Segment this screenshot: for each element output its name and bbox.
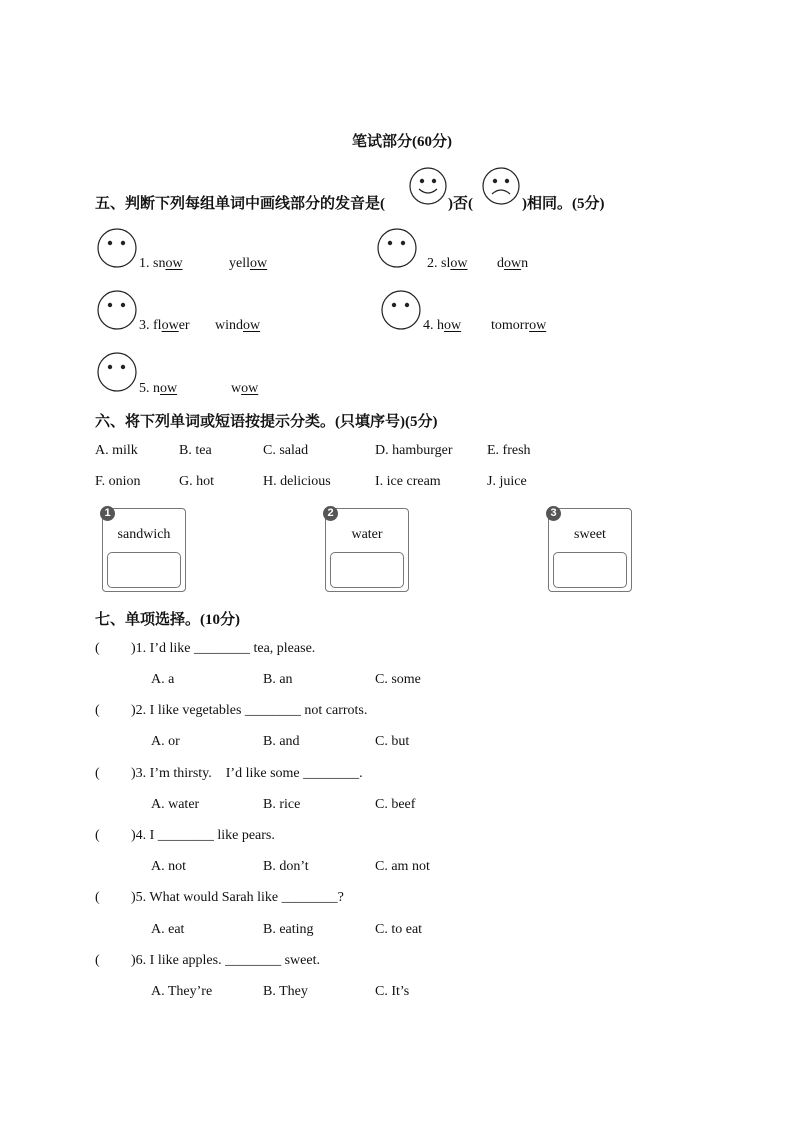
option-c: C. am not	[375, 859, 430, 874]
option-a: A. or	[151, 734, 180, 749]
answer-box[interactable]	[107, 552, 181, 588]
question-stem: )1. I’d like ________ tea, please.	[131, 641, 316, 656]
question-stem: )6. I like apples. ________ sweet.	[131, 953, 320, 968]
word-option: I. ice cream	[375, 474, 441, 489]
word-option: C. salad	[263, 443, 309, 458]
underlined-part: ow	[241, 381, 259, 396]
word-part: w	[231, 381, 242, 396]
badge-number: 1	[100, 506, 115, 521]
item-4-word-2	[491, 318, 546, 334]
word-option: D. hamburger	[375, 443, 453, 458]
word-option: G. hot	[179, 474, 214, 489]
section5-heading-end: )相同。(5分)	[522, 196, 605, 212]
item-1	[139, 256, 183, 272]
category-box-water	[325, 508, 409, 592]
word-part: wind	[215, 318, 243, 333]
option-b: B. rice	[263, 797, 301, 812]
option-c: C. some	[375, 672, 421, 687]
word-part: n	[521, 256, 529, 271]
item-number: 4.	[423, 318, 434, 333]
category-box-sweet	[548, 508, 632, 592]
badge-number: 3	[546, 506, 561, 521]
option-b: B. and	[263, 734, 300, 749]
item-5	[139, 381, 177, 397]
underlined-part: ow	[529, 318, 547, 333]
word-part: yell	[229, 256, 250, 271]
item-number: 2.	[427, 256, 438, 271]
word-part: d	[497, 256, 504, 271]
option-b: B. They	[263, 984, 308, 999]
word-part: n	[153, 381, 160, 396]
question-stem: )4. I ________ like pears.	[131, 828, 275, 843]
option-c: C. It’s	[375, 984, 410, 999]
word-option: H. delicious	[263, 474, 331, 489]
option-a: A. a	[151, 672, 175, 687]
category-box-sandwich	[102, 508, 186, 592]
item-2	[427, 256, 467, 272]
item-number: 3.	[139, 318, 150, 333]
section5-heading-mid: )否(	[448, 196, 473, 212]
question-stem: )2. I like vegetables ________ not carrots.	[131, 703, 368, 718]
word-part: fl	[153, 318, 162, 333]
underlined-part: ow	[160, 381, 178, 396]
option-c: C. beef	[375, 797, 416, 812]
answer-paren[interactable]: (	[95, 890, 100, 905]
happy-face-icon	[408, 166, 448, 206]
section5-heading-start: 五、判断下列每组单词中画线部分的发音是(	[95, 196, 385, 212]
answer-paren[interactable]: (	[95, 953, 100, 968]
word-part: sn	[153, 256, 166, 271]
answer-paren[interactable]: (	[95, 828, 100, 843]
question-stem: )3. I’m thirsty. I’d like some ________.	[131, 766, 363, 781]
underlined-part: ow	[165, 256, 183, 271]
option-a: A. not	[151, 859, 186, 874]
question-stem: )5. What would Sarah like ________?	[131, 890, 344, 905]
word-part: er	[178, 318, 190, 333]
category-label: sweet	[574, 527, 606, 542]
underlined-part: ow	[450, 256, 468, 271]
underlined-part: ow	[250, 256, 268, 271]
blank-face-icon	[96, 227, 138, 269]
item-1-word-2	[229, 256, 267, 272]
item-3	[139, 318, 190, 334]
word-option: F. onion	[95, 474, 141, 489]
underlined-part: ow	[243, 318, 261, 333]
word-part: sl	[441, 256, 451, 271]
word-option: A. milk	[95, 443, 138, 458]
word-option: B. tea	[179, 443, 212, 458]
page-title: 笔试部分(60分)	[352, 134, 452, 150]
blank-face-icon	[96, 289, 138, 331]
blank-face-icon	[376, 227, 418, 269]
item-number: 5.	[139, 381, 150, 396]
category-label: sandwich	[117, 527, 171, 542]
answer-paren[interactable]: (	[95, 641, 100, 656]
option-b: B. eating	[263, 922, 314, 937]
option-b: B. an	[263, 672, 293, 687]
option-c: C. but	[375, 734, 410, 749]
blank-face-icon	[380, 289, 422, 331]
category-label: water	[351, 527, 383, 542]
word-option: E. fresh	[487, 443, 531, 458]
sad-face-icon	[480, 166, 522, 206]
option-c: C. to eat	[375, 922, 423, 937]
underlined-part: ow	[504, 256, 522, 271]
blank-face-icon	[96, 351, 138, 393]
option-a: A. They’re	[151, 984, 213, 999]
option-a: A. eat	[151, 922, 185, 937]
answer-paren[interactable]: (	[95, 703, 100, 718]
answer-paren[interactable]: (	[95, 766, 100, 781]
word-option: J. juice	[487, 474, 527, 489]
answer-box[interactable]	[330, 552, 404, 588]
word-part: tomorr	[491, 318, 530, 333]
item-3-word-2	[215, 318, 260, 334]
answer-box[interactable]	[553, 552, 627, 588]
option-a: A. water	[151, 797, 200, 812]
section7-heading: 七、单项选择。(10分)	[95, 612, 240, 628]
underlined-part: ow	[161, 318, 179, 333]
section6-heading: 六、将下列单词或短语按提示分类。(只填序号)(5分)	[95, 414, 438, 430]
item-5-word-2	[231, 381, 258, 397]
badge-number: 2	[323, 506, 338, 521]
item-4	[423, 318, 461, 334]
underlined-part: ow	[444, 318, 462, 333]
option-b: B. don’t	[263, 859, 309, 874]
item-number: 1.	[139, 256, 150, 271]
item-2-word-2	[497, 256, 528, 272]
word-part: h	[437, 318, 444, 333]
